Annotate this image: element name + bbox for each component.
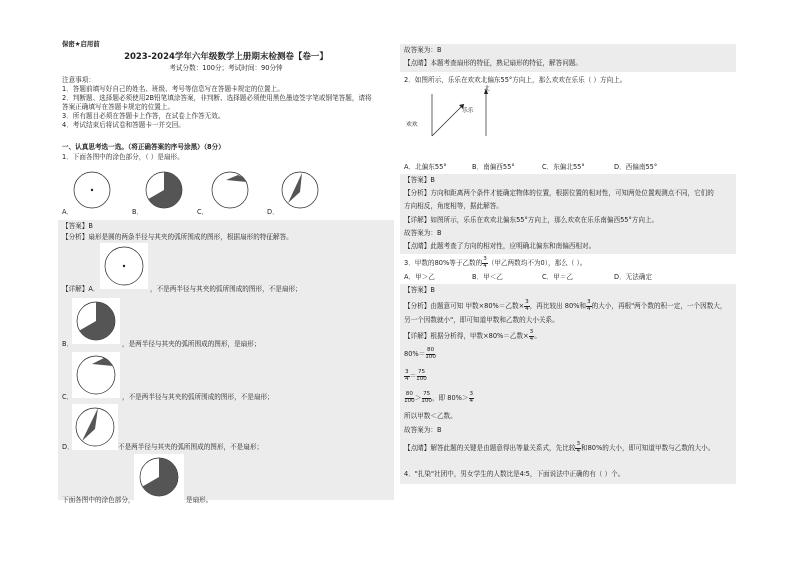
detail-b-text: ，是两半径与其夹的弧所围成的图形，是扇形； [122, 340, 261, 348]
notice-heading: 注意事项： [62, 76, 95, 84]
question-1: 1．下面各图中的涂色部分，（ ）是扇形。 [62, 153, 184, 161]
detail-a-text: ，不是两半径与其夹的弧所围成的图形，不是扇形； [150, 285, 302, 293]
q3-point: 【点睛】解答此题的关键是由题意得出等量关系式，先比较 $\frac{3}{4}$ 和80%的大小，即可知道甲数与乙数的大小。 [404, 441, 715, 454]
q1-option-c-pie [210, 170, 250, 210]
detail-c-thumb [72, 352, 120, 398]
q2-direction-figure [404, 86, 514, 150]
q2-option-a: A．北偏东55° [404, 163, 447, 171]
q1-option-a-label: A． [62, 208, 74, 216]
detail-d-prefix: D． [62, 443, 74, 451]
q1-option-d-pie [280, 170, 320, 210]
detail-a-prefix: 【详解】A． [62, 285, 100, 293]
exam-title: 2023-2024学年六年级数学上册期末检测卷【卷一】 [124, 52, 328, 62]
q2-option-c: C．东偏北55° [542, 163, 585, 171]
q2-option-b: B．南偏西55° [472, 163, 515, 171]
q3-text-post: （甲乙两数均不为0），那么（ ）。 [487, 259, 587, 268]
q2-huanhuan-label: 欢欢 [406, 122, 418, 128]
conclusion-prefix: 下面各图中的涂色部分， [62, 496, 135, 504]
q3-eq-1: 80%＝ $\frac{80}{100}$ [404, 347, 436, 360]
q3-option-c: C．甲＝乙 [542, 273, 573, 281]
q2-answer: 【答案】B [404, 176, 435, 184]
q2-option-d: D．西偏南55° [614, 163, 658, 171]
exam-subtitle: 考试分数：100分；考试时间：90分钟 [169, 64, 283, 72]
q1-analysis: 【分析】扇形是圆的两条半径与其夹的弧所围成的图形，根据扇形的特征解答。 [62, 233, 293, 241]
q3-eq-3: $\frac{80}{100}$ ＞ $\frac{75}{100}$ ，即 80%＞ $\frac{3}{4}$ [404, 391, 474, 404]
q2-north-label: 北 [484, 86, 490, 92]
detail-c-text: ，不是两半径与其夹的弧所围成的图形，不是扇形； [122, 393, 274, 401]
q2-lele-label: 乐乐 [462, 108, 474, 114]
notice-1: 1．答题前填写好自己的姓名、班级、考号等信息写在答题卡规定的位置上。 [62, 85, 284, 93]
q1-option-b-pie [144, 170, 184, 210]
q2-point: 【点睛】此题考查了方向的相对性，应明确北偏东和南偏西相对。 [404, 242, 596, 250]
q1-option-b-label: B． [132, 208, 144, 216]
detail-b-prefix: B． [62, 340, 74, 348]
notice-2: 2．判断题、选择题必须使用2B铅笔填涂答案，非判断、选择题必须使用黑色墨迹签字笔或钢笔答题，请将 [62, 94, 372, 102]
section-1-heading: 一、认真思考选一选。（将正确答案的序号涂黑）（8分） [62, 143, 225, 151]
q3-option-b: B．甲＜乙 [472, 273, 503, 281]
q3-analysis-cont: 另一个因数就小"，即可知道甲数和乙数的大小关系。 [404, 316, 559, 324]
q3-answer: 【答案】B [404, 286, 435, 294]
conclusion-thumb [134, 454, 184, 500]
q3-final-answer: 故答案为：B [404, 426, 442, 434]
q1-option-d-label: D． [267, 208, 279, 216]
detail-d-text: 不是两半径与其夹的弧所围成的图形，不是扇形； [118, 443, 264, 451]
q3-analysis: 【分析】由题意可知 甲数×80%＝乙数× $\frac{3}{4}$ ，再比较出 80%和 $\frac{3}{4}$ 的大小，再根"两个数的积一定，一个因数大， [404, 299, 727, 312]
q2-analysis: 【分析】方向和距离两个条件才能确定物体的位置，根据位置的相对性，可知两处位置观测点不同，它们的 [404, 189, 714, 197]
q3-eq-2: $\frac{3}{4}$ ＝ $\frac{75}{100}$ [405, 369, 427, 382]
conclusion-text: 是扇形。 [186, 496, 213, 504]
q2-detail: 【详解】如图所示，乐乐在欢欢北偏东55°方向上，那么欢欢在乐乐南偏西55°方向上。 [404, 216, 659, 224]
q3-detail: 【详解】根据分析得，甲数×80%＝乙数× $\frac{3}{4}$ 。 [404, 329, 541, 342]
question-4: 4．"扎染"社团中，男女学生的人数比是4∶5，下面说法中正确的有（ ）个。 [404, 470, 625, 478]
question-3 [404, 257, 586, 269]
q1-option-c-label: C． [197, 208, 209, 216]
detail-c-prefix: C． [62, 393, 74, 401]
q3-option-d: D．无法确定 [614, 273, 653, 281]
detail-a-thumb [100, 243, 148, 289]
q3-option-a: A．甲＞乙 [404, 273, 435, 281]
q2-analysis-cont: 方向相反，角度相等，据此解答。 [404, 202, 503, 210]
q2-final-answer: 故答案为：B [404, 229, 442, 237]
detail-d-thumb [72, 404, 118, 450]
notice-2-cont: 答案正确填写在答题卡规定的位置上。 [62, 103, 175, 111]
detail-b-thumb [72, 298, 120, 344]
q1-final-answer: 故答案为：B [404, 46, 442, 54]
q1-point: 【点睛】本题考查扇形的特征，熟记扇形的特征，解答问题。 [404, 59, 583, 67]
q3-fraction: $\frac{3}{4}$ [483, 256, 487, 269]
question-2: 2．如图所示，乐乐在欢欢北偏东55°方向上，那么欢欢在乐乐（ ）方向上。 [404, 76, 627, 84]
q1-answer: 【答案】B [62, 222, 93, 230]
q1-option-a-pie [72, 170, 112, 210]
notice-4: 4．考试结束后将试卷和答题卡一并交回。 [62, 121, 185, 129]
q3-text-pre: 3．甲数的80%等于乙数的 [404, 259, 483, 268]
secret-label: 保密★启用前 [62, 40, 100, 48]
notice-3: 3．所有题目必须在答题卡上作答，在试卷上作答无效。 [62, 112, 225, 120]
q3-conclusion: 所以甲数＜乙数。 [404, 412, 457, 420]
